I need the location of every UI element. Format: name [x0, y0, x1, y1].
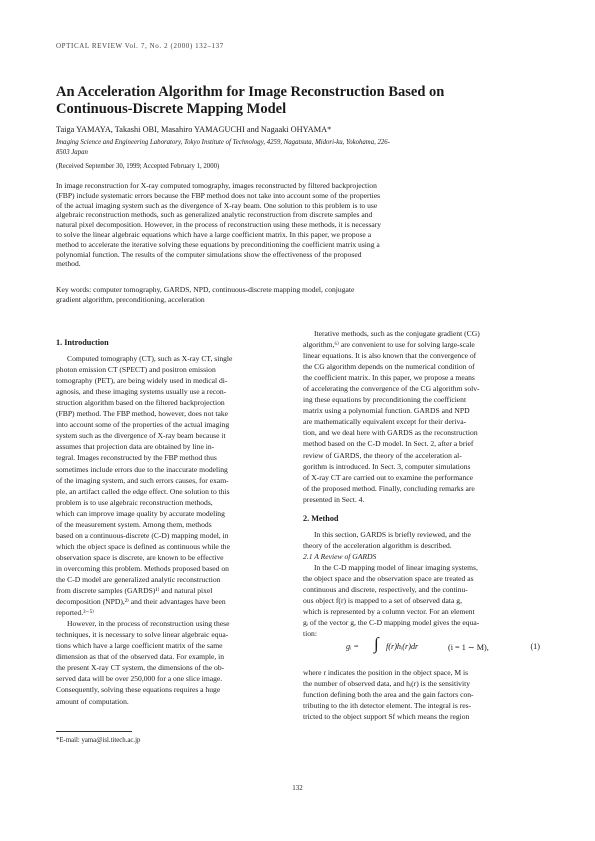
integral-symbol: ∫ [374, 634, 379, 653]
text-line: the C-D model are generalized analytic reconstruction [56, 574, 221, 584]
text-line: Iterative methods, such as the conjugate gradient (CG) [314, 329, 480, 338]
right-paragraph-1 [303, 328, 539, 505]
text-line: of the imaging system, and such errors causes, for exam- [56, 475, 229, 485]
text-line: continuous and discrete, respectively, and the continu- [303, 585, 468, 595]
text-line: In the C-D mapping model of linear imaging systems, [314, 562, 478, 572]
abstract [56, 181, 540, 269]
subsection-heading: 2.1 A Review of GARDS [303, 551, 377, 561]
text-line: tion: [303, 629, 317, 639]
text-line: observation space is discrete, are known to be effective [56, 552, 224, 562]
text-line: gᵢ of the vector g, the C-D mapping model gives the equa- [303, 618, 480, 628]
equation-body: f(r)hᵢ(r)dr [386, 642, 419, 651]
text-line: decomposition (NPD),²⁾ and their advantages have been [56, 597, 226, 607]
text-line: where r indicates the position in the object space, M is [303, 668, 469, 677]
text-line: theory of the acceleration algorithm is described. [303, 540, 452, 550]
journal-header: OPTICAL REVIEW Vol. 7, No. 2 (2000) 132–137 [56, 42, 224, 50]
text-line: the present X-ray CT system, the dimensions of the ob- [56, 663, 225, 673]
text-line: from discrete samples (GARDS)¹⁾ and natural pixel [56, 586, 213, 596]
intro-paragraph-1 [56, 353, 292, 618]
text-line: In this section, GARDS is briefly reviewed, and the [314, 529, 471, 539]
text-line: are mathematically equivalent except for their deriva- [303, 417, 467, 427]
keywords [56, 285, 540, 305]
text-line: dimension as that of the observed data. For example, in [56, 652, 225, 662]
right-column-continued [303, 667, 539, 722]
abstract-line: (FBP) include systematic errors because the FBP method does not take into account some of the properties [56, 190, 381, 200]
text-line: Consequently, solving these equations requires a huge [56, 685, 221, 695]
text-line: the CG algorithm depends on the numerical condition of [303, 362, 475, 372]
text-line: matrix using a polynomial function. GARDS and NPD [303, 406, 470, 416]
abstract-line: algebraic reconstruction methods, such as generalized analytic reconstruction from discrete samples and [56, 210, 373, 220]
text-line: of X-ray CT are carried out to examine the performance [303, 472, 474, 482]
text-line: system such as the divergence of X-ray beam because it [56, 431, 226, 441]
abstract-line: polynomial function. The results of the computer simulations show the effectiveness of the proposed [56, 249, 362, 259]
method-paragraph [303, 529, 539, 551]
paper-title [56, 84, 526, 118]
right-column [303, 328, 539, 639]
text-line: presented in Sect. 4. [303, 494, 365, 504]
text-line: which can improve image quality by accurate modeling [56, 508, 225, 518]
text-line: sometimes include errors due to the inaccurate modeling [56, 464, 228, 474]
equation-number: (1) [530, 642, 540, 651]
text-line: the coefficient matrix. In this paper, we propose a means [303, 373, 475, 383]
intro-paragraph-2 [56, 618, 292, 706]
text-line: techniques, it is necessary to solve linear algebraic equa- [56, 630, 229, 640]
text-line: of accelerating the convergence of the CG algorithm solv- [303, 384, 480, 394]
text-line: struction algorithm based on the filtered backprojection [56, 398, 225, 408]
keywords-line: Key words: computer tomography, GARDS, NPD, continuous-discrete mapping model, conjugate [56, 285, 355, 294]
text-line: photon emission CT (SPECT) and positron emission [56, 365, 216, 375]
text-line: served data will be over 250,000 for a one slice image. [56, 674, 223, 684]
text-line: which is represented by a column vector. For an element [303, 607, 475, 617]
text-line: tributing to the ith detector element. The integral is res- [303, 701, 472, 711]
page-number: 132 [292, 784, 303, 792]
text-line: ous object f(r) is mapped to a set of observed data g, [303, 596, 462, 606]
gards-paragraph [303, 562, 539, 639]
text-line: agnosis, and these imaging systems usually use a recon- [56, 387, 227, 397]
abstract-line: In image reconstruction for X-ray computed tomography, images reconstructed by filtered backprojection [56, 181, 377, 190]
text-line: amount of computation. [56, 696, 129, 706]
text-line: of the measurement system. Among them, methods [56, 519, 212, 529]
affiliation-line: 8503 Japan [56, 148, 88, 156]
text-line: into account some of the properties of the actual imaging [56, 420, 230, 430]
text-line: in overcoming this problem. Methods proposed based on [56, 563, 229, 573]
abstract-line: to solve the linear algebraic equations which have a large coefficient matrix. In this paper, we propose a [56, 229, 372, 239]
text-line: ing these equations by preconditioning the coefficient [303, 395, 467, 405]
title-line: Continuous-Discrete Mapping Model [56, 101, 287, 117]
text-line: function defining both the area and the gain factors con- [303, 690, 474, 700]
affiliation [56, 138, 536, 157]
text-line: ple, an artifact called the edge effect. One solution to this [56, 486, 230, 496]
title-line: An Acceleration Algorithm for Image Reconstruction Based on [56, 84, 445, 100]
affiliation-line: Imaging Science and Engineering Laboratory, Tokyo Institute of Technology, 4259, Nagatsuta, Midori-ku, Yokohama, 226- [56, 139, 390, 146]
text-line: linear equations. It is also known that the convergence of [303, 351, 477, 361]
text-line: tions which have a large coefficient matrix of the same [56, 641, 223, 651]
text-line: review of GARDS, the theory of the acceleration al- [303, 450, 462, 460]
text-line: which the object space is defined as continuous while the [56, 541, 230, 551]
authors: Taiga YAMAYA, Takashi OBI, Masahiro YAMAGUCHI and Nagaaki OHYAMA* [56, 125, 332, 134]
text-line: method based on the C-D model. In Sect. 2, after a brief [303, 439, 474, 449]
left-column [56, 337, 292, 707]
text-line: tricted to the object support Sf which means the region [303, 712, 470, 722]
text-line: of the proposed method. Finally, concluding remarks are [303, 483, 475, 493]
text-line: problem is to use algebraic reconstruction methods, [56, 497, 213, 507]
footnote-rule [56, 731, 132, 732]
text-line: Computed tomography (CT), such as X-ray CT, single [67, 354, 233, 364]
equation-lhs: gᵢ = [346, 642, 359, 651]
abstract-line: method to accelerate the iterative solving these equations by preconditioning the coefficient matrix using a [56, 239, 380, 249]
text-line: the number of observed data, and hᵢ(r) is the sensitivity [303, 679, 470, 689]
abstract-line: of the actual imaging system such as the divergence of X-ray beam. One solution to this problem is to use [56, 200, 378, 210]
text-line: However, in the process of reconstruction using these [67, 619, 230, 629]
text-line: algorithm,⁶⁾ are convenient to use for solving large-scale [303, 340, 475, 350]
text-line: gorithm is introduced. In Sect. 3, computer simulations [303, 461, 471, 471]
text-line: tion, and we deal here with GARDS as the reconstruction [303, 428, 478, 438]
equation-1 [320, 636, 540, 660]
text-line: tomography (PET), are being widely used in medical di- [56, 376, 228, 386]
text-line: tegral. Images reconstructed by the FBP method thus [56, 453, 217, 463]
received-dates: (Received September 30, 1999; Accepted February 1, 2000) [56, 163, 220, 170]
equation-condition: (i = 1 ∼ M), [448, 643, 489, 652]
text-line: reported.³⁻⁵⁾ [56, 608, 94, 618]
abstract-line: natural pixel decomposition. However, in the process of reconstruction using these methods, it is necessary [56, 220, 382, 230]
abstract-line: method. [56, 259, 81, 269]
text-line: the object space and the observation space are treated as [303, 573, 474, 583]
section-heading-method: 2. Method [303, 513, 339, 523]
section-heading-introduction: 1. Introduction [56, 338, 109, 347]
text-line: based on a continuous-discrete (C-D) mapping model, in [56, 530, 229, 540]
footnote-email: *E-mail: yama@isl.titech.ac.jp [56, 737, 141, 744]
text-line: (FBP) method. The FBP method, however, does not take [56, 409, 229, 419]
text-line: assumes that projection data are obtained by line in- [56, 442, 215, 452]
keywords-line: gradient algorithm, preconditioning, acceleration [56, 294, 205, 304]
